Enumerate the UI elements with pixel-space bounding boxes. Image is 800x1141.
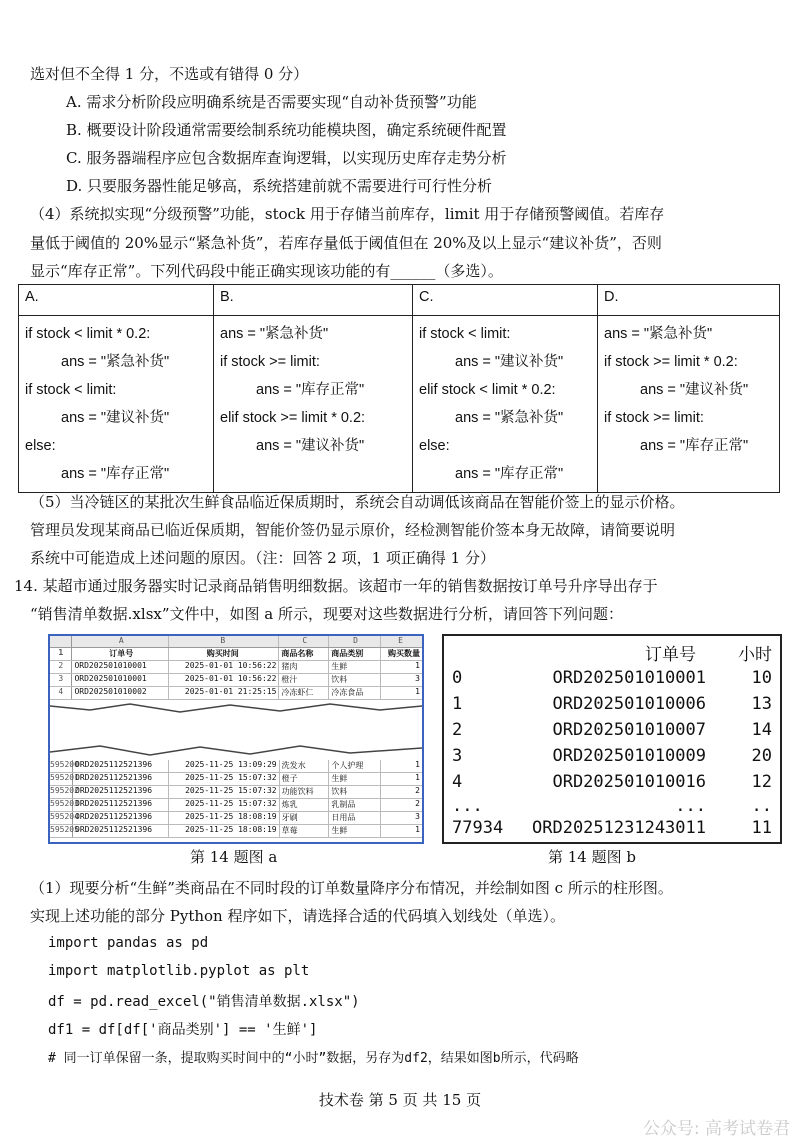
- code-line: ans = "建议补货": [455, 354, 564, 370]
- code-line: if stock >= limit:: [604, 410, 704, 426]
- caption-figure-b: 第 14 题图 b: [548, 848, 636, 866]
- watermark: 公众号: 高考试卷君: [642, 1119, 790, 1139]
- torn-gap: [50, 700, 422, 760]
- code-line: if stock < limit:: [419, 326, 511, 342]
- header-d: D.: [598, 285, 780, 316]
- code-line: ans = "库存正常": [256, 382, 365, 398]
- s1-line-1: （1）现要分析“生鲜”类商品在不同时段的订单数量降序分布情况，并绘制如图 c 所示的柱形图。: [30, 879, 673, 897]
- q14-line-1: 14. 某超市通过服务器实时记录商品销售明细数据。该超市一年的销售数据按订单号升序导出存于: [14, 577, 658, 595]
- q4-line-1: （4）系统拟实现“分级预警”功能，stock 用于存储当前库存，limit 用于存储预警阈值。若库存: [30, 205, 665, 223]
- df-row: 77934 ORD20251231243011 11: [452, 818, 772, 838]
- code-a: [19, 316, 214, 493]
- table-row: 595204 ORD2025112521396 2025-11-25 18:08:19 牙刷 日用品 3: [50, 812, 422, 825]
- code-line: ans = "紧急补货": [604, 326, 713, 342]
- code-line: ans = "紧急补货": [220, 326, 329, 342]
- code-line: df = pd.read_excel("销售清单数据.xlsx"): [48, 994, 360, 1010]
- df-row: 0 ORD202501010001 10: [452, 668, 772, 688]
- figure-a-spreadsheet: [48, 634, 424, 844]
- q14-line-2: “销售清单数据.xlsx”文件中，如图 a 所示，现要对这些数据进行分析，请回答下列问题：: [30, 605, 624, 623]
- code-line: ans = "建议补货": [640, 382, 749, 398]
- code-line: import pandas as pd: [48, 935, 209, 951]
- table-row: 595205 ORD2025112521396 2025-11-25 18:08:19 草莓 生鲜 1: [50, 825, 422, 838]
- q4-line-2: 量低于阈值的 20%显示“紧急补货”，若库存量低于阈值但在 20%及以上显示“建议补货”，否则: [30, 234, 662, 252]
- header-b: B.: [214, 285, 413, 316]
- code-line: ans = "库存正常": [455, 466, 564, 482]
- header-row: 1 订单号 购买时间 商品名称 商品类别 购买数量: [50, 648, 422, 661]
- option-c: C. 服务器端程序应包含数据库查询逻辑，以实现历史库存走势分析: [66, 149, 507, 167]
- code-line: else:: [25, 438, 56, 454]
- table-row: 595200 ORD2025112521396 2025-11-25 13:09:29 洗发水 个人护理 1: [50, 760, 422, 773]
- code-line: if stock < limit:: [25, 382, 117, 398]
- df-header-row: [444, 640, 780, 666]
- q5-line-2: 管理员发现某商品已临近保质期，智能价签仍显示原价，经检测智能价签本身无故障，请简要说明: [30, 521, 676, 539]
- code-line: if stock < limit * 0.2:: [25, 326, 151, 342]
- header-c: C.: [413, 285, 598, 316]
- code-b: [214, 316, 413, 493]
- option-d: D. 只要服务器性能足够高，系统搭建前就不需要进行可行性分析: [66, 177, 493, 195]
- code-line: ans = "紧急补货": [61, 354, 170, 370]
- option-a: A. 需求分析阶段应明确系统是否需要实现“自动补货预警”功能: [66, 93, 477, 111]
- code-d: [598, 316, 780, 493]
- code-line: ans = "库存正常": [640, 438, 749, 454]
- table-row: 2 ORD202501010001 2025-01-01 10:56:22 猪肉 生鲜 1: [50, 661, 422, 674]
- table-row: 595203 ORD2025112521396 2025-11-25 15:07:32 炼乳 乳制品 2: [50, 799, 422, 812]
- code-line: ans = "建议补货": [61, 410, 170, 426]
- code-line: if stock >= limit * 0.2:: [604, 354, 738, 370]
- df-col-hour: 小时: [738, 645, 772, 665]
- q5-line-3: 系统中可能造成上述问题的原因。（注：回答 2 项，1 项正确得 1 分）: [30, 549, 495, 567]
- df-row: 4 ORD202501010016 12: [452, 772, 772, 792]
- option-b: B. 概要设计阶段通常需要绘制系统功能模块图，确定系统硬件配置: [66, 121, 507, 139]
- q5-line-1: （5）当冷链区的某批次生鲜食品临近保质期时，系统会自动调低该商品在智能价签上的显示价格。: [30, 493, 685, 511]
- table-row: 4 ORD202501010002 2025-01-01 21:25:15 冷冻虾仁 冷冻食品 1: [50, 687, 422, 700]
- df-col-order: 订单号: [645, 645, 696, 665]
- code-line: import matplotlib.pyplot as plt: [48, 963, 310, 979]
- q4-line-3: 显示“库存正常”。下列代码段中能正确实现该功能的有______（多选）。: [30, 262, 503, 280]
- header-a: A.: [19, 285, 214, 316]
- code-line: ans = "建议补货": [256, 438, 365, 454]
- df-row: ... ... ..: [452, 796, 772, 816]
- page-footer: 技术卷 第 5 页 共 15 页: [318, 1091, 482, 1109]
- df-row: 3 ORD202501010009 20: [452, 746, 772, 766]
- code-c: [413, 316, 598, 493]
- line-intro: 选对但不全得 1 分，不选或有错得 0 分）: [30, 65, 309, 83]
- caption-figure-a: 第 14 题图 a: [190, 848, 278, 866]
- table-row: 595202 ORD2025112521396 2025-11-25 15:07:32 功能饮料 饮料 2: [50, 786, 422, 799]
- code-line: ans = "库存正常": [61, 466, 170, 482]
- table-row: 3 ORD202501010001 2025-01-01 10:56:22 橙汁 饮料 3: [50, 674, 422, 687]
- column-letters: A B C D E: [50, 636, 422, 648]
- figure-b-dataframe: [442, 634, 782, 844]
- code-line: df1 = df[df['商品类别'] == '生鲜']: [48, 1022, 318, 1038]
- table-row: 595201 ORD2025112521396 2025-11-25 15:07:32 橙子 生鲜 1: [50, 773, 422, 786]
- options-table: [18, 284, 780, 493]
- s1-line-2: 实现上述功能的部分 Python 程序如下，请选择合适的代码填入划线处（单选）。: [30, 907, 565, 925]
- code-line: elif stock >= limit * 0.2:: [220, 410, 366, 426]
- code-line: if stock >= limit:: [220, 354, 320, 370]
- code-line: else:: [419, 438, 450, 454]
- code-line: ans = "紧急补货": [455, 410, 564, 426]
- code-line: elif stock < limit * 0.2:: [419, 382, 556, 398]
- code-comment: # 同一订单保留一条，提取购买时间中的“小时”数据，另存为df2，结果如图b所示，代码略: [48, 1051, 579, 1066]
- df-row: 2 ORD202501010007 14: [452, 720, 772, 740]
- df-row: 1 ORD202501010006 13: [452, 694, 772, 714]
